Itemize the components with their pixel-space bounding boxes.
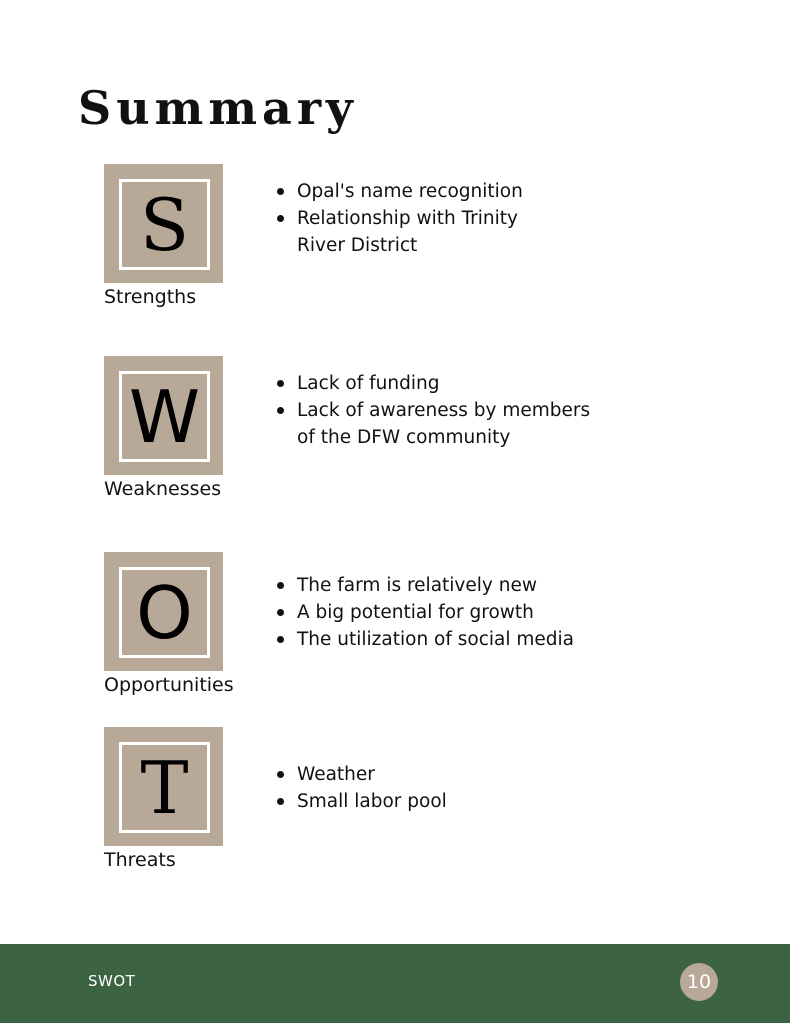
opportunities-label: Opportunities	[104, 674, 234, 696]
opportunities-letter: O	[119, 567, 210, 658]
page-number-badge: 10	[680, 963, 718, 1001]
list-item: Relationship with Trinity River District	[277, 205, 557, 259]
opportunities-tile	[104, 552, 223, 671]
strengths-list	[277, 178, 557, 259]
strengths-tile	[104, 164, 223, 283]
opportunities-list	[277, 572, 574, 653]
list-item: The farm is relatively new	[277, 572, 574, 599]
list-item: A big potential for growth	[277, 599, 574, 626]
page-title: Summary	[78, 81, 358, 135]
strengths-label: Strengths	[104, 286, 197, 308]
list-item: Opal's name recognition	[277, 178, 557, 205]
list-item: The utilization of social media	[277, 626, 574, 653]
threats-label: Threats	[104, 849, 176, 871]
threats-letter: T	[119, 742, 210, 833]
list-item: Lack of funding	[277, 370, 607, 397]
threats-list	[277, 761, 447, 815]
list-item: Weather	[277, 761, 447, 788]
weaknesses-letter: W	[119, 371, 210, 462]
weaknesses-list	[277, 370, 607, 451]
list-item: Small labor pool	[277, 788, 447, 815]
weaknesses-label: Weaknesses	[104, 478, 222, 500]
footer-section-label: SWOT	[88, 972, 136, 990]
footer-bar	[0, 944, 790, 1023]
weaknesses-tile	[104, 356, 223, 475]
threats-tile	[104, 727, 223, 846]
list-item: Lack of awareness by members of the DFW community	[277, 397, 607, 451]
strengths-letter: S	[119, 179, 210, 270]
